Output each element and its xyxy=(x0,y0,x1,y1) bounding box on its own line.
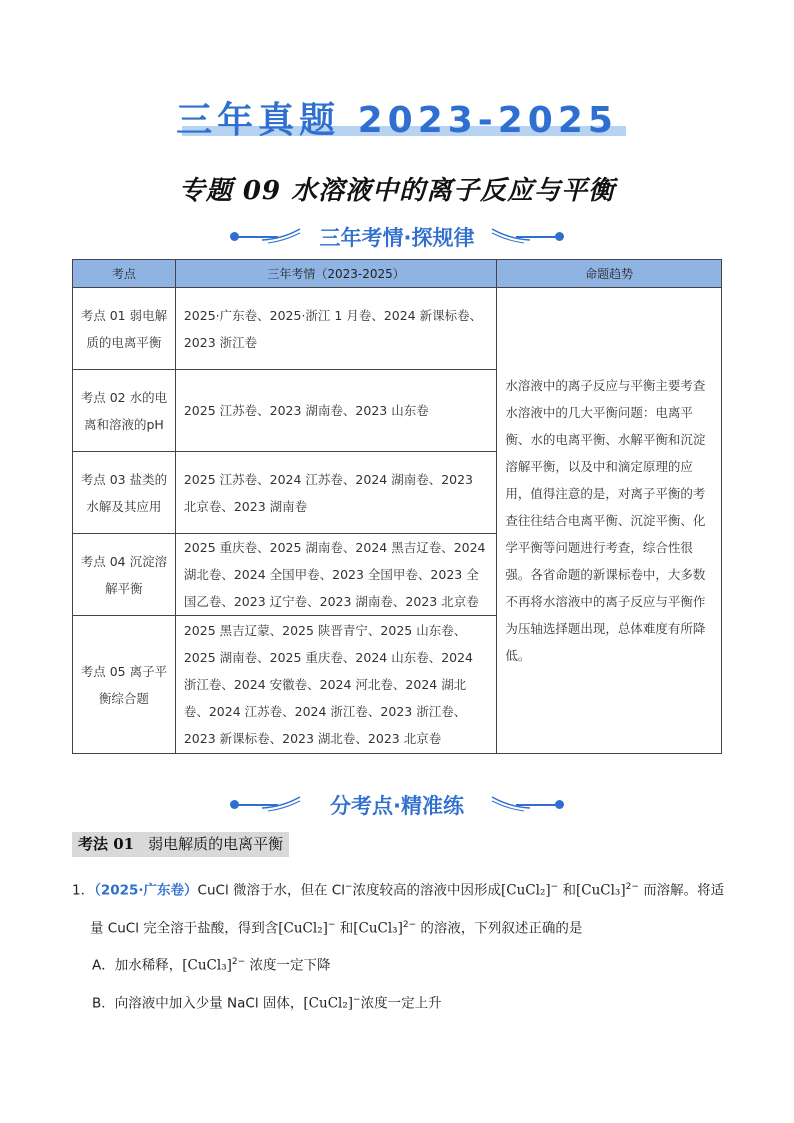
question-line-1 xyxy=(72,870,732,908)
option-b[interactable] xyxy=(72,983,732,1021)
ion-charge: − xyxy=(327,919,336,930)
point-cell: 考点 04 沉淀溶解平衡 xyxy=(73,534,176,616)
ion-charge: − xyxy=(550,882,559,892)
question-line-2 xyxy=(72,908,732,946)
ion-formula: [CuCl₂] xyxy=(501,882,551,899)
ion-formula: [CuCl₃] xyxy=(353,920,403,936)
section-practice-title: 分考点·精准练 xyxy=(330,794,464,818)
papers-cell: 2025 重庆卷、2025 湖南卷、2024 黑吉辽卷、2024 湖北卷、2024 全国甲卷、2023 全国甲卷、2023 全国乙卷、2023 辽宁卷、2023 湖南卷、2023 北京卷 xyxy=(175,534,496,616)
question-text: 量 CuCl 完全溶于盐酸，得到含 xyxy=(90,920,279,936)
method-heading xyxy=(72,832,289,857)
ion-charge: − xyxy=(353,994,361,1005)
option-text: 浓度一定上升 xyxy=(360,995,442,1011)
banner-title: 三年真题 2023-2025 xyxy=(176,100,618,141)
decor-dot-right xyxy=(555,800,564,809)
question-1 xyxy=(72,870,732,1020)
header-papers: 三年考情（2023-2025） xyxy=(175,260,496,288)
subject-title: 专题 09 水溶液中的离子反应与平衡 xyxy=(178,176,616,206)
option-text: 浓度一定下降 xyxy=(249,957,331,974)
ion-charge: 2− xyxy=(625,882,639,892)
ion-charge: − xyxy=(344,882,353,892)
ion-formula: [CuCl₃] xyxy=(575,882,626,899)
section-overview-header xyxy=(0,222,794,252)
point-cell: 考点 03 盐类的水解及其应用 xyxy=(73,452,176,534)
header-trend: 命题趋势 xyxy=(497,260,722,288)
header-point: 考点 xyxy=(73,260,176,288)
exam-overview-table xyxy=(72,259,722,754)
question-text: 和 xyxy=(339,920,354,936)
question-text: 的溶液，下列叙述正确的是 xyxy=(420,920,583,936)
option-text: B．向溶液中加入少量 NaCl 固体， xyxy=(92,995,304,1011)
point-cell: 考点 01 弱电解质的电离平衡 xyxy=(73,288,176,370)
decor-line-right xyxy=(516,236,556,238)
question-text: 和 xyxy=(562,882,576,899)
table-header-row xyxy=(73,260,722,288)
option-text: A．加水稀释， xyxy=(92,957,183,974)
decor-dot-right xyxy=(555,232,564,241)
ion-charge: 2− xyxy=(402,919,417,930)
method-title: 弱电解质的电离平衡 xyxy=(148,835,284,853)
point-cell: 考点 05 离子平衡综合题 xyxy=(73,616,176,754)
decor-line-right xyxy=(516,804,556,806)
papers-cell: 2025·广东卷、2025·浙江 1 月卷、2024 新课标卷、2023 浙江卷 xyxy=(175,288,496,370)
point-cell: 考点 02 水的电离和溶液的pH xyxy=(73,370,176,452)
question-text: CuCl 微溶于水，但在 Cl xyxy=(197,882,345,899)
question-source: （2025·广东卷） xyxy=(94,882,198,899)
papers-cell: 2025 黑吉辽蒙、2025 陕晋青宁、2025 山东卷、2025 湖南卷、2025 重庆卷、2024 山东卷、2024 浙江卷、2024 安徽卷、2024 河北卷、2024 湖北卷、2024 江苏卷、2024 浙江卷、2023 浙江卷、2023 新课标卷、2023 湖北卷、2023 北京卷 xyxy=(175,616,496,754)
question-number: 1． xyxy=(72,882,95,899)
option-a[interactable] xyxy=(72,945,732,983)
papers-cell: 2025 江苏卷、2023 湖南卷、2023 山东卷 xyxy=(175,370,496,452)
ion-formula: [CuCl₃] xyxy=(182,957,232,974)
section-practice-header xyxy=(0,790,794,820)
ion-formula: [CuCl₂] xyxy=(278,920,328,936)
method-label: 考法 01 xyxy=(78,835,135,853)
trend-cell: 水溶液中的离子反应与平衡主要考查水溶液中的几大平衡问题：电离平衡、水的电离平衡、水解平衡和沉淀溶解平衡，以及中和滴定原理的应用，值得注意的是，对离子平衡的考查往往结合电离平衡、沉淀平衡、化学平衡等问题进行考查，综合性很强。各省命题的新课标卷中，大多数不再将水溶液中的离子反应与平衡作为压轴选择题出现，总体难度有所降低。 xyxy=(497,288,722,754)
section-overview-title: 三年考情·探规律 xyxy=(319,226,475,250)
ion-charge: 2− xyxy=(231,957,246,967)
ion-formula: [CuCl₂] xyxy=(303,995,354,1011)
question-text: 浓度较高的溶液中因形成 xyxy=(352,882,502,899)
table-row xyxy=(73,288,722,370)
papers-cell: 2025 江苏卷、2024 江苏卷、2024 湖南卷、2023 北京卷、2023 湖南卷 xyxy=(175,452,496,534)
question-text: 而溶解。将适 xyxy=(643,882,725,899)
